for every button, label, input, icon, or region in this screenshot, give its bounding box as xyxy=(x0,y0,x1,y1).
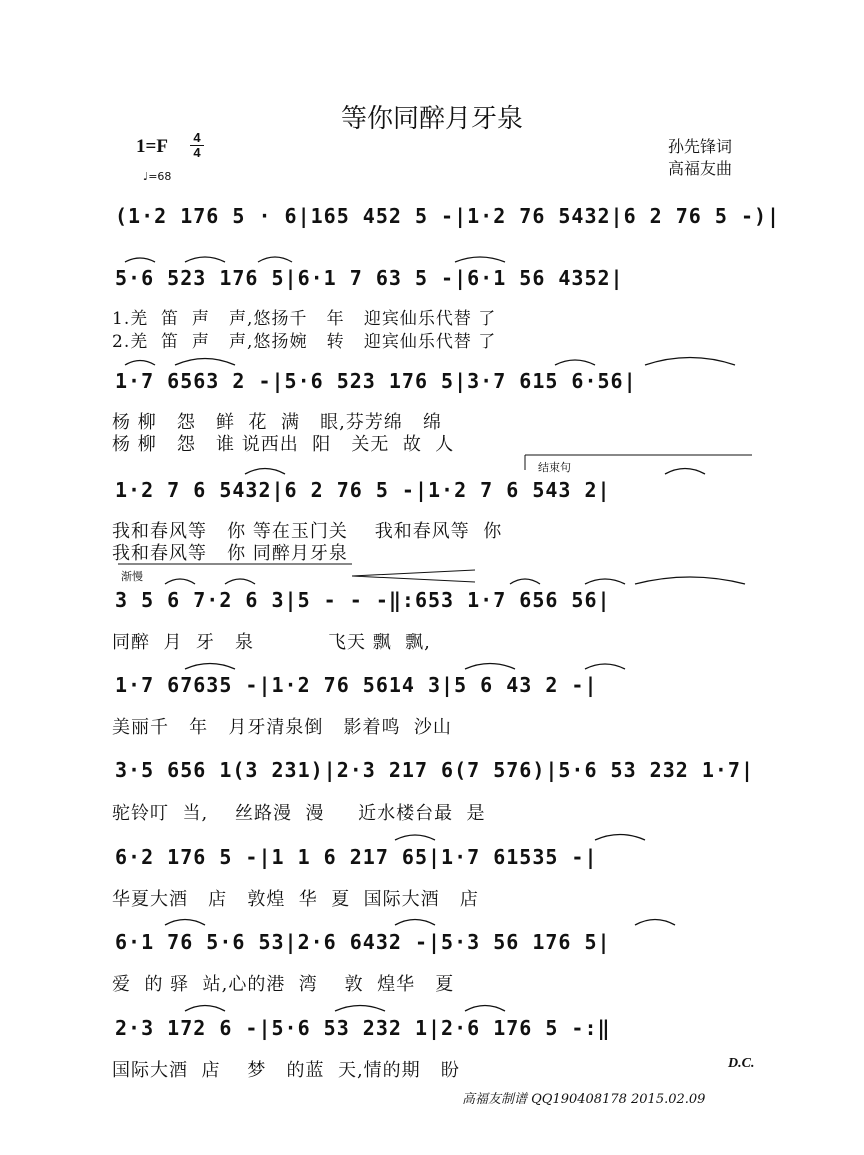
ending-label: 结束句 xyxy=(538,461,571,474)
notation-row-1: (1·2 176 5 · 6|165 452 5 -|1·2 76 5432|6 2 76 5 -)| xyxy=(115,204,781,228)
notation-row-3: 1·7 6563 2 -|5·6 523 176 5|3·7 615 6·56| xyxy=(115,369,637,393)
lyric-row-7: 驼铃叮 当, 丝路漫 漫 近水楼台最 是 xyxy=(112,803,486,824)
song-title: 等你同醉月牙泉 xyxy=(340,104,523,134)
notation-row-10: 2·3 172 6 -|5·6 53 232 1|2·6 176 5 -:‖ xyxy=(115,1016,611,1040)
da-capo-mark: D.C. xyxy=(728,1056,755,1071)
notation-row-2: 5·6 523 176 5|6·1 7 63 5 -|6·1 56 4352| xyxy=(115,266,624,290)
tempo-marking: ♩=68 xyxy=(143,170,172,183)
lyricist: 孙先锋词 xyxy=(668,137,733,156)
key-signature: 1=F xyxy=(136,136,168,157)
lyric-row-2-verse-1: 1.羌 笛 声 声,悠扬千 年 迎宾仙乐代替 了 xyxy=(112,309,497,329)
lyric-row-4-verse-1: 我和春风等 你 等在玉门关 我和春风等 你 xyxy=(112,521,503,542)
time-signature-top: 4 xyxy=(193,130,201,145)
lyric-row-9: 爱 的 驿 站,心的港 湾 敦 煌华 夏 xyxy=(112,974,455,995)
lyric-row-3-verse-2: 杨 柳 怨 谁 说西出 阳 关无 故 人 xyxy=(112,434,455,455)
composer: 高福友曲 xyxy=(668,159,733,178)
notation-row-5: 3 5 6 7·2 6 3|5 - - -‖:653 1·7 656 56| xyxy=(115,588,611,612)
lyric-row-6: 美丽千 年 月牙清泉倒 影着鸣 沙山 xyxy=(112,717,452,738)
notation-row-7: 3·5 656 1(3 231)|2·3 217 6(7 576)|5·6 53 232 1·7| xyxy=(115,758,755,782)
ritardando-label: 渐慢 xyxy=(121,570,143,583)
lyric-row-10: 国际大酒 店 梦 的蓝 天,情的期 盼 xyxy=(112,1060,460,1081)
notation-row-9: 6·1 76 5·6 53|2·6 6432 -|5·3 56 176 5| xyxy=(115,930,611,954)
lyric-row-3-verse-1: 杨 柳 怨 鲜 花 满 眼,芬芳绵 绵 xyxy=(112,412,442,433)
lyric-row-4-verse-2: 我和春风等 你 同醉月牙泉 xyxy=(112,543,348,564)
lyric-row-2-verse-2: 2.羌 笛 声 声,悠扬婉 转 迎宾仙乐代替 了 xyxy=(112,332,497,352)
notation-row-6: 1·7 67635 -|1·2 76 5614 3|5 6 43 2 -| xyxy=(115,673,598,697)
time-signature-bottom: 4 xyxy=(190,145,204,160)
lyric-row-5: 同醉 月 牙 泉 飞天 飘 飘, xyxy=(112,632,431,653)
notation-row-8: 6·2 176 5 -|1 1 6 217 65|1·7 61535 -| xyxy=(115,845,598,869)
footer-credit: 高福友制谱 QQ190408178 2015.02.09 xyxy=(462,1092,706,1107)
notation-row-4: 1·2 7 6 5432|6 2 76 5 -|1·2 7 6 543 2| xyxy=(115,478,611,502)
lyric-row-8: 华夏大酒 店 敦煌 华 夏 国际大酒 店 xyxy=(112,889,479,910)
